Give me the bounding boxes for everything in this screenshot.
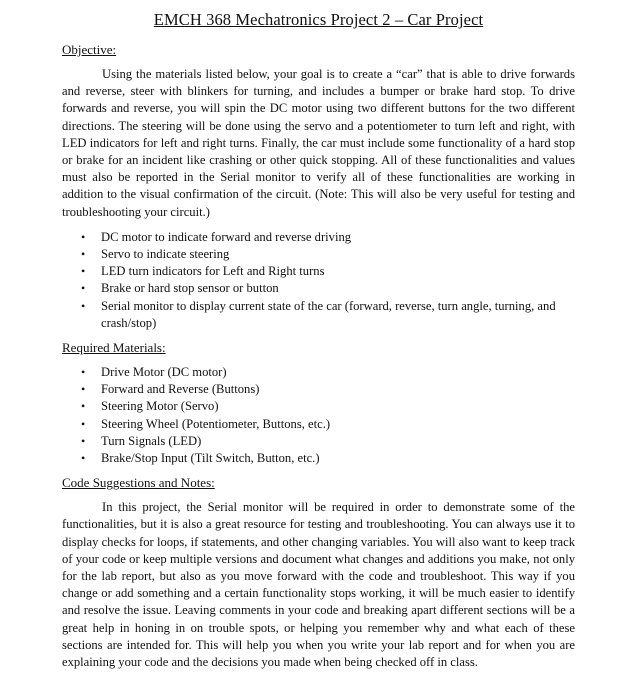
- bullet-icon: •: [81, 433, 86, 448]
- list-item: [81, 298, 575, 332]
- list-item: [81, 364, 575, 381]
- list-item-text: Brake/Stop Input (Tilt Switch, Button, etc.): [101, 451, 320, 466]
- list-item: [81, 450, 575, 467]
- bullet-icon: •: [81, 382, 86, 397]
- page-title: EMCH 368 Mechatronics Project 2 – Car Project: [153, 10, 484, 29]
- bullet-icon: •: [81, 399, 86, 414]
- list-item: [81, 280, 575, 297]
- list-item-text: Steering Wheel (Potentiometer, Buttons, etc.): [101, 416, 331, 431]
- list-item-text: Drive Motor (DC motor): [101, 365, 227, 380]
- list-item-text: LED turn indicators for Left and Right turns: [101, 264, 325, 279]
- objective-bullet-list: [62, 229, 575, 332]
- list-item-text: Forward and Reverse (Buttons): [101, 382, 260, 397]
- bullet-icon: •: [81, 416, 86, 431]
- bullet-icon: •: [81, 365, 86, 380]
- bullet-icon: •: [81, 451, 86, 466]
- list-item: [81, 381, 575, 398]
- bullet-icon: •: [81, 281, 86, 296]
- code-notes-heading: Code Suggestions and Notes:: [62, 475, 215, 491]
- list-item-text: Servo to indicate steering: [101, 247, 230, 262]
- code-notes-paragraph: In this project, the Serial monitor will be required in order to demonstrate some of the functionalities, but it is also a great resource for testing and troubleshooting. You can always use it to display checks for loops, if statements, and other changing variables. You will also want to keep track of your code or keep multiple versions and document what changes and additions you make, not only for the lab report, but also as you move forward with the code and troubleshoot. This way if you change or add something and a certain functionality stops working, it will be much easier to identify and resolve the issue. Leaving comments in your code and breaking apart different sections will be a great help in honing in on trouble spots, or helping you remember why and what each of these sections are intended for. This will help you when you write your lab report and for when you are explaining your code and the decisions you made when being checked off in class.: [62, 500, 575, 670]
- list-item: [81, 433, 575, 450]
- bullet-icon: •: [81, 264, 86, 279]
- bullet-icon: •: [81, 229, 86, 244]
- materials-heading: Required Materials:: [62, 340, 166, 356]
- bullet-icon: •: [81, 247, 86, 262]
- list-item: [81, 263, 575, 280]
- list-item: [81, 246, 575, 263]
- list-item-text: Serial monitor to display current state of the car (forward, reverse, turn angle, turning, and crash/stop): [101, 298, 556, 330]
- list-item-text: DC motor to indicate forward and reverse driving: [101, 229, 352, 244]
- objective-heading: Objective:: [62, 42, 117, 57]
- objective-paragraph: Using the materials listed below, your goal is to create a “car” that is able to drive forwards and reverse, steer with blinkers for turning, and includes a bumper or brake hard stop. To drive forwards and reverse, you will spin the DC motor using two different buttons for the two different directions. The steering will be done using the servo and a potentiometer to turn left and right, with LED indicators for left and right turns. Finally, the car must include some functionality of a hard stop or brake for an incident like crashing or other quick stopping. All of these functionalities and values must also be reported in the Serial monitor to verify all of these functionalities are working in addition to the visual confirmation of the circuit. (Note: This will also be very useful for testing and troubleshooting your circuit.): [62, 67, 575, 219]
- list-item-text: Turn Signals (LED): [101, 433, 202, 448]
- list-item-text: Steering Motor (Servo): [101, 399, 219, 414]
- list-item: [81, 229, 575, 246]
- materials-bullet-list: [62, 364, 575, 467]
- list-item-text: Brake or hard stop sensor or button: [101, 281, 279, 296]
- list-item: [81, 416, 575, 433]
- list-item: [81, 398, 575, 415]
- bullet-icon: •: [81, 298, 86, 313]
